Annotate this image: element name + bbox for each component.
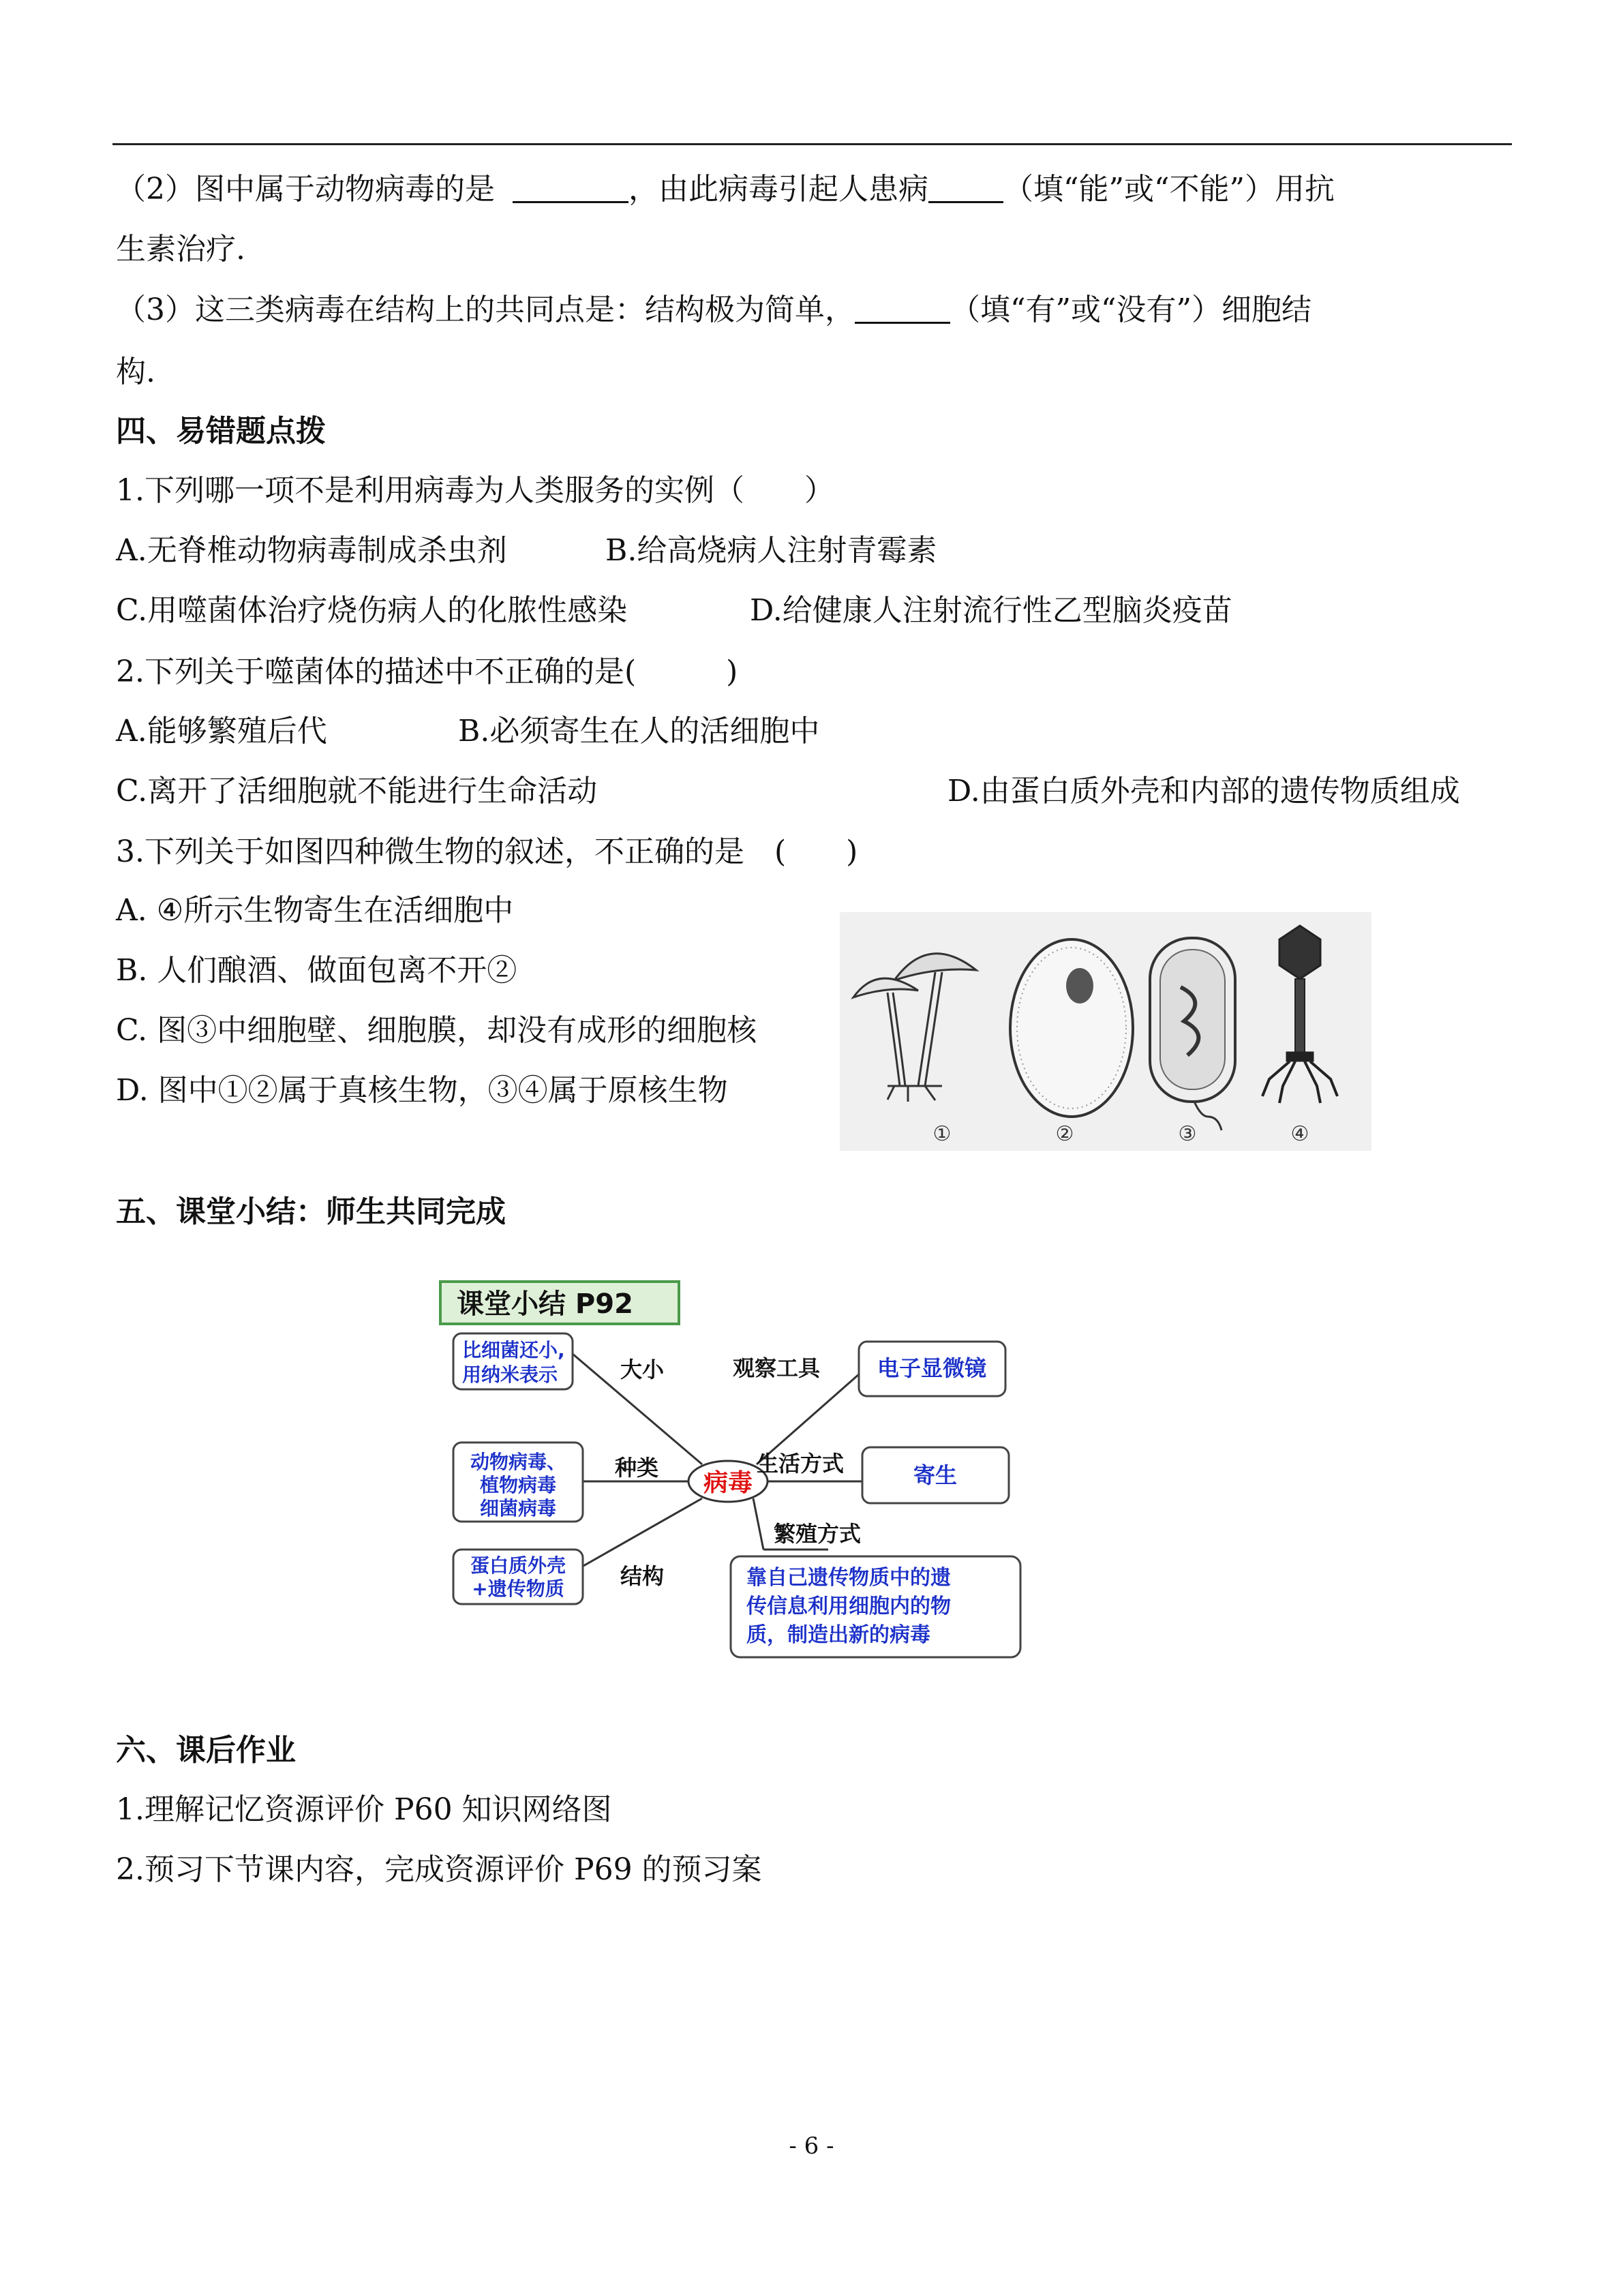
question-3-option-a: A. ④所示生物寄生在活细胞中	[116, 893, 514, 928]
question-1-option-c: C.用噬菌体治疗烧伤病人的化脓性感染	[116, 593, 628, 628]
microorganism-figure	[840, 912, 1371, 1151]
bacterium-illustration	[1150, 938, 1235, 1130]
question-1-option-a: A.无脊椎动物病毒制成杀虫剂	[116, 533, 507, 568]
header-rule	[112, 143, 1512, 145]
question-1-option-b: B.给高烧病人注射青霉素	[605, 533, 937, 568]
structure-label: 结构	[620, 1563, 665, 1589]
map-center-label: 病毒	[703, 1469, 753, 1497]
q3-text-a: （3）这三类病毒在结构上的共同点是：结构极为简单，	[116, 292, 855, 327]
q2-text-c: （填“能”或“不能”）用抗	[1003, 172, 1335, 207]
yeast-cell-illustration	[1010, 939, 1133, 1117]
question-3-option-c: C. 图③中细胞壁、细胞膜，却没有成形的细胞核	[116, 1013, 757, 1048]
page-number: - 6 -	[789, 2132, 834, 2160]
type-box-line-2: 植物病毒	[479, 1474, 557, 1496]
q3-line-2: 构.	[116, 354, 155, 389]
type-label: 种类	[615, 1455, 659, 1481]
type-box-line-1: 动物病毒、	[470, 1451, 566, 1473]
figure-label-2: ②	[1055, 1122, 1074, 1146]
answer-blank	[928, 174, 1003, 203]
figure-label-3: ③	[1178, 1122, 1197, 1146]
answer-blank	[855, 294, 950, 324]
structure-box-line-1: 蛋白质外壳	[470, 1554, 566, 1577]
repro-box-line-3: 质，制造出新的病毒	[746, 1623, 930, 1647]
type-box-line-3: 细菌病毒	[479, 1497, 557, 1520]
bacteriophage-illustration	[1262, 926, 1337, 1103]
life-box-text: 寄生	[913, 1462, 958, 1488]
structure-box-line-2: +遗传物质	[472, 1577, 564, 1600]
question-3-option-d: D. 图中①②属于真核生物，③④属于原核生物	[116, 1073, 728, 1108]
mushroom-illustration	[853, 954, 976, 1102]
life-label: 生活方式	[757, 1451, 845, 1477]
q3-text-b: （填“有”或“没有”）细胞结	[950, 292, 1311, 327]
summary-concept-map	[436, 1273, 1022, 1662]
size-box-line-2: 用纳米表示	[462, 1363, 558, 1386]
tool-box-text: 电子显微镜	[877, 1355, 987, 1381]
repro-label: 繁殖方式	[774, 1521, 862, 1547]
repro-box-line-2: 传信息利用细胞内的物	[746, 1595, 951, 1618]
q3-line-1	[116, 291, 1311, 329]
question-1-option-d: D.给健康人注射流行性乙型脑炎疫苗	[750, 593, 1232, 628]
q2-line-1	[116, 170, 1335, 209]
map-header: 课堂小结 P92	[457, 1288, 633, 1320]
question-3-stem: 3.下列关于如图四种微生物的叙述，不正确的是 ( )	[116, 834, 858, 869]
answer-blank	[513, 174, 628, 203]
tool-label: 观察工具	[733, 1355, 821, 1381]
microorganism-drawing	[840, 912, 1371, 1151]
section-4-title: 四、易错题点拨	[116, 414, 326, 449]
question-3-option-b: B. 人们酿酒、做面包离不开②	[116, 953, 517, 988]
size-label: 大小	[620, 1357, 665, 1383]
question-2-option-b: B.必须寄生在人的活细胞中	[458, 714, 820, 749]
q2-text-a: （2）图中属于动物病毒的是	[116, 172, 495, 207]
question-2-option-a: A.能够繁殖后代	[116, 714, 327, 749]
question-2-option-d: D.由蛋白质外壳和内部的遗传物质组成	[947, 774, 1460, 809]
question-2-option-c: C.离开了活细胞就不能进行生命活动	[116, 774, 598, 809]
section-6-title: 六、课后作业	[116, 1733, 296, 1768]
figure-label-4: ④	[1290, 1122, 1309, 1146]
size-box-line-1: 比细菌还小,	[462, 1339, 565, 1361]
q2-text-b: ，由此病毒引起人患病	[628, 172, 928, 207]
concept-map-drawing	[436, 1273, 1022, 1662]
section-5-title: 五、课堂小结：师生共同完成	[116, 1194, 506, 1229]
question-1-stem: 1.下列哪一项不是利用病毒为人类服务的实例（ ）	[116, 473, 834, 508]
repro-box-line-1: 靠自己遗传物质中的遗	[746, 1566, 951, 1590]
figure-label-1: ①	[932, 1122, 952, 1146]
question-2-stem: 2.下列关于噬菌体的描述中不正确的是( )	[116, 654, 738, 689]
q2-line-2: 生素治疗.	[116, 232, 245, 267]
homework-item-2: 2.预习下节课内容，完成资源评价 P69 的预习案	[116, 1852, 762, 1887]
homework-item-1: 1.理解记忆资源评价 P60 知识网络图	[116, 1792, 612, 1827]
